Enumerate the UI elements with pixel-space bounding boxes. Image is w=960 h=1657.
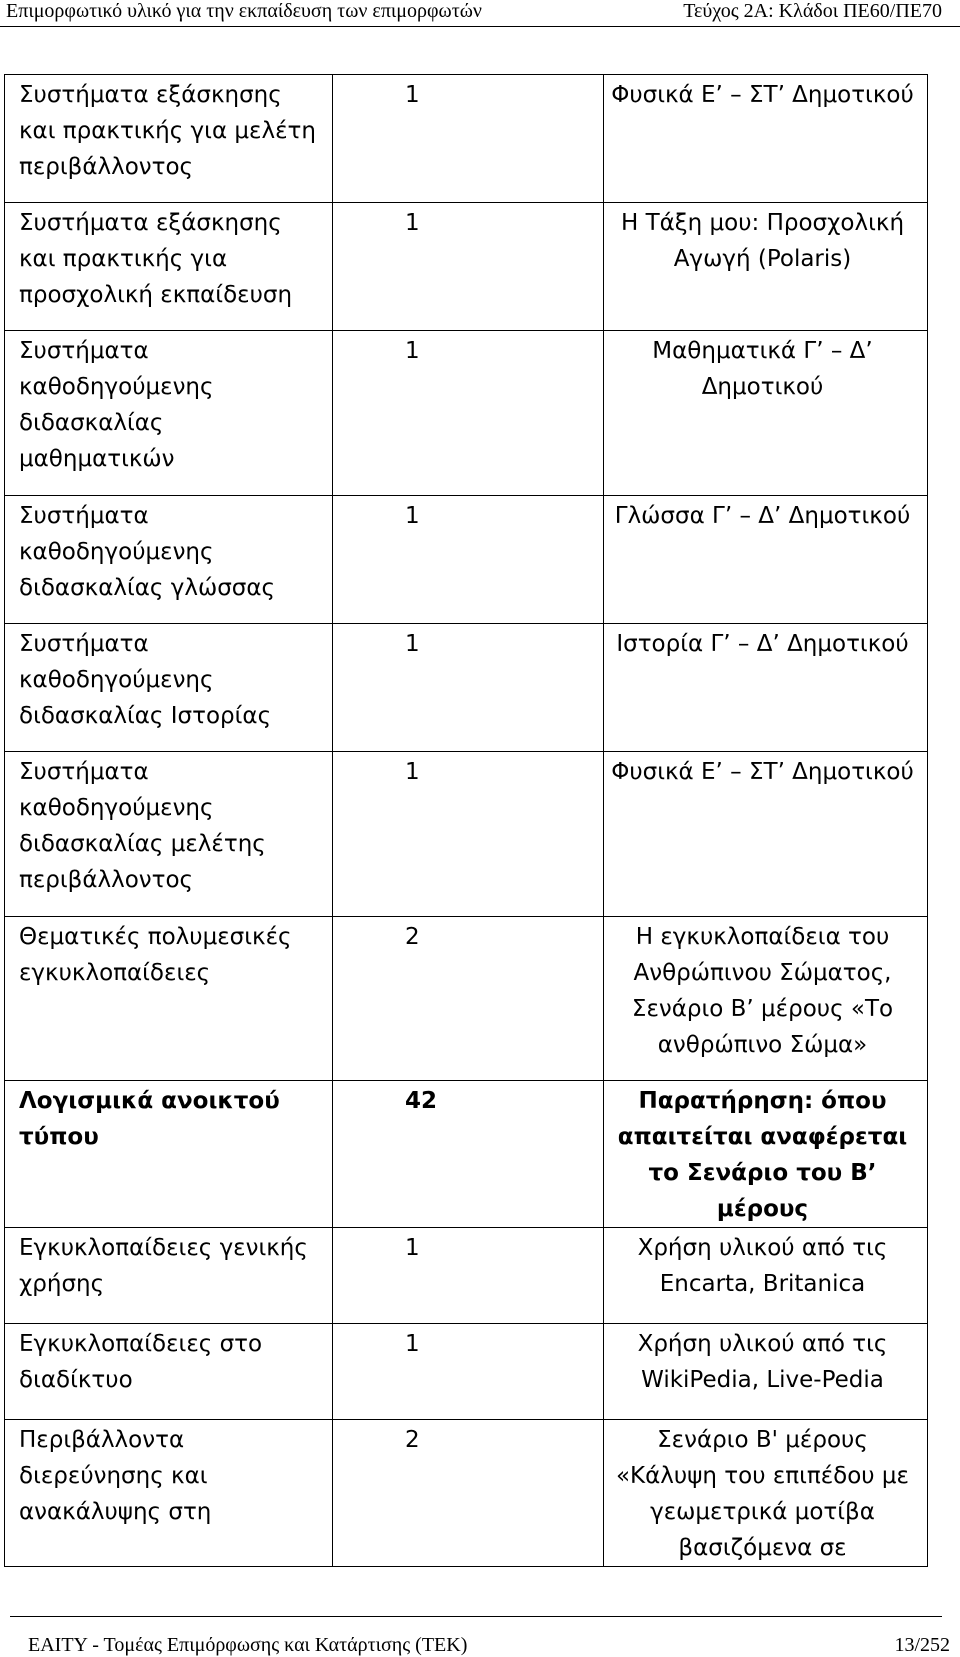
table-row [5,75,928,203]
table-cell-count: 1 [333,331,604,496]
table-cell-count: 1 [333,624,604,752]
table-cell-title: Σενάριο Β' μέρους «Κάλυψη του επιπέδου με γεωμετρικά μοτίβα βασιζόμενα σε [604,1420,928,1567]
table-row [5,1081,928,1228]
page-footer [0,1616,960,1656]
table-cell-title: Μαθηματικά Γ’ – Δ’ Δημοτικού [604,331,928,496]
table-cell-count: 2 [333,1420,604,1567]
table-cell-title: Γλώσσα Γ’ – Δ’ Δημοτικού [604,496,928,624]
table-row [5,331,928,496]
table-cell-title: Η Τάξη μου: Προσχολική Αγωγή (Polaris) [604,203,928,331]
header-document-title: Επιμορφωτικό υλικό για την εκπαίδευση των επιμορφωτών [6,0,482,22]
table-row [5,752,928,917]
table-cell-title: Ιστορία Γ’ – Δ’ Δημοτικού [604,624,928,752]
table-cell-category: Λογισμικά ανοικτού τύπου [5,1081,333,1228]
footer-rule [10,1616,942,1617]
table-cell-category: Θεματικές πολυμεσικές εγκυκλοπαίδειες [5,917,333,1081]
table-row [5,917,928,1081]
table-cell-category: Συστήματα εξάσκησης και πρακτικής για μελέτη περιβάλλοντος [5,75,333,203]
table-cell-count: 2 [333,917,604,1081]
table-cell-title: Η εγκυκλοπαίδεια του Ανθρώπινου Σώματος, Σενάριο Β’ μέρους «Το ανθρώπινο Σώμα» [604,917,928,1081]
page-number: 13/252 [894,1634,950,1656]
table-cell-category: Συστήματα καθοδηγούμενης διδασκαλίας μαθηματικών [5,331,333,496]
page-header [0,0,960,27]
table-cell-count: 1 [333,203,604,331]
table-cell-category: Συστήματα εξάσκησης και πρακτικής για προσχολική εκπαίδευση [5,203,333,331]
table-cell-count: 1 [333,1324,604,1420]
table-row [5,496,928,624]
table-cell-count: 1 [333,752,604,917]
table-cell-category: Συστήματα καθοδηγούμενης διδασκαλίας μελέτης περιβάλλοντος [5,752,333,917]
table-row [5,203,928,331]
table-row [5,1228,928,1324]
table-cell-category: Συστήματα καθοδηγούμενης διδασκαλίας γλώσσας [5,496,333,624]
table-cell-title: Φυσικά Ε’ – ΣΤ’ Δημοτικού [604,75,928,203]
table-row [5,624,928,752]
table-cell-title: Χρήση υλικού από τις WikiPedia, Live-Pedia [604,1324,928,1420]
table-row [5,1324,928,1420]
table-row [5,1420,928,1567]
table-cell-title: Φυσικά Ε’ – ΣΤ’ Δημοτικού [604,752,928,917]
table-cell-category: Περιβάλλοντα διερεύνησης και ανακάλυψης στη [5,1420,333,1567]
table-cell-count: 42 [333,1081,604,1228]
table-cell-category: Εγκυκλοπαίδειες γενικής χρήσης [5,1228,333,1324]
software-table [4,74,928,1567]
table-cell-category: Εγκυκλοπαίδειες στο διαδίκτυο [5,1324,333,1420]
table-cell-category: Συστήματα καθοδηγούμενης διδασκαλίας Ιστορίας [5,624,333,752]
header-issue-title: Τεύχος 2Α: Κλάδοι ΠΕ60/ΠΕ70 [683,0,942,22]
table-cell-count: 1 [333,1228,604,1324]
table-cell-title: Παρατήρηση: όπου απαιτείται αναφέρεται το Σενάριο του Β’ μέρους [604,1081,928,1228]
table-cell-title: Χρήση υλικού από τις Encarta, Britanica [604,1228,928,1324]
footer-organization: ΕΑΙΤΥ - Τομέας Επιμόρφωσης και Κατάρτισης (ΤΕΚ) [28,1634,468,1656]
table-cell-count: 1 [333,75,604,203]
table-cell-count: 1 [333,496,604,624]
